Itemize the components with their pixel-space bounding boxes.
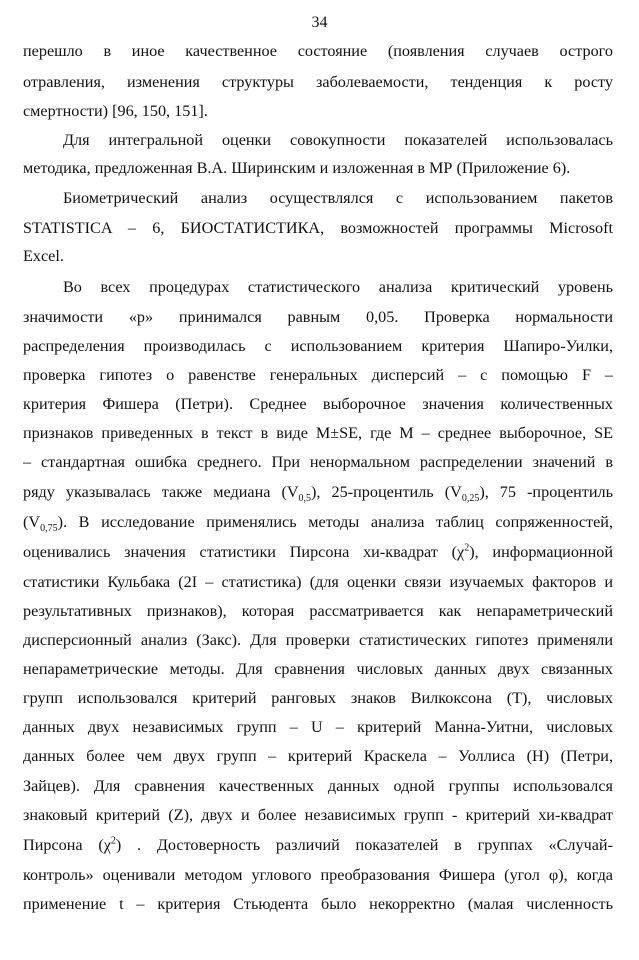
text-line: данных более чем двух групп – критерий Краскела – Уоллиса (Н) (Петри, bbox=[23, 747, 613, 765]
text-line: смертности) [96, 150, 151]. bbox=[23, 102, 208, 120]
text-line: признаков приведенных в текст в виде M±SE, где M – среднее выборочное, SE bbox=[23, 424, 613, 442]
paragraph-first-line: Во всех процедурах статистического анализа критический уровень bbox=[63, 278, 613, 296]
paragraph-first-line: Биометрический анализ осуществлялся с использованием пакетов bbox=[63, 189, 613, 207]
page-number: 34 bbox=[311, 14, 328, 31]
text-line: дисперсионный анализ (Закс). Для проверки статистических гипотез применяли bbox=[23, 631, 613, 649]
text-line: непараметрические методы. Для сравнения числовых данных двух связанных bbox=[23, 660, 613, 678]
text-line: – стандартная ошибка среднего. При ненормальном распределении значений в bbox=[23, 453, 613, 471]
text-line: методика, предложенная В.А. Ширинским и изложенная в МР (Приложение 6). bbox=[23, 159, 571, 177]
text-line: отравления, изменения структуры заболеваемости, тенденция к росту bbox=[23, 73, 613, 91]
text-line: статистики Кульбака (2I – статистика) (для оценки связи изучаемых факторов и bbox=[23, 573, 613, 591]
text-line: контроль» оценивали методом углового преобразования Фишера (угол φ), когда bbox=[23, 866, 613, 884]
paragraph-first-line: Для интегральной оценки совокупности показателей использовалась bbox=[63, 131, 613, 149]
text-line: данных двух независимых групп – U – критерий Манна-Уитни, числовых bbox=[23, 718, 613, 736]
text-line: $(V_{0,75})$. В исследование применялись методы анализа таблиц сопряженностей, bbox=[23, 513, 613, 533]
text-line: оценивались значения статистики Пирсона хи-квадрат $(\chi^2)$, информационной bbox=[23, 542, 613, 561]
text-line: Excel. bbox=[23, 247, 64, 265]
text-line: значимости «р» принимался равным 0,05. Проверка нормальности bbox=[23, 308, 613, 326]
text-line: распределения производилась с использованием критерия Шапиро-Уилки, bbox=[23, 337, 613, 355]
text-line: перешло в иное качественное состояние (появления случаев острого bbox=[23, 42, 613, 60]
text-line: групп использовался критерий ранговых знаков Вилкоксона (Т), числовых bbox=[23, 689, 613, 707]
text-line: результативных признаков), которая рассматривается как непараметрический bbox=[23, 602, 613, 620]
text-line: знаковый критерий (Z), двух и более независимых групп - критерий хи-квадрат bbox=[23, 806, 613, 824]
text-line: проверка гипотез о равенстве генеральных дисперсий – с помощью F – bbox=[23, 366, 613, 384]
text-line: ряду указывалась также медиана $(V_{0,5})$, 25-процентиль $(V_{0,25})$, 75 -процентиль bbox=[23, 483, 613, 503]
text-line: Зайцев). Для сравнения качественных данных одной группы использовался bbox=[23, 777, 613, 795]
text-line: STATISTICA – 6, БИОСТАТИСТИКА, возможностей программы Microsoft bbox=[23, 219, 613, 237]
text-line: критерия Фишера (Петри). Среднее выборочное значения количественных bbox=[23, 395, 613, 413]
text-line: применение t – критерия Стьюдента было некорректно (малая численность bbox=[23, 895, 613, 913]
text-line: Пирсона $(\chi^2)$ . Достоверность различий показателей в группах «Случай- bbox=[23, 835, 613, 854]
